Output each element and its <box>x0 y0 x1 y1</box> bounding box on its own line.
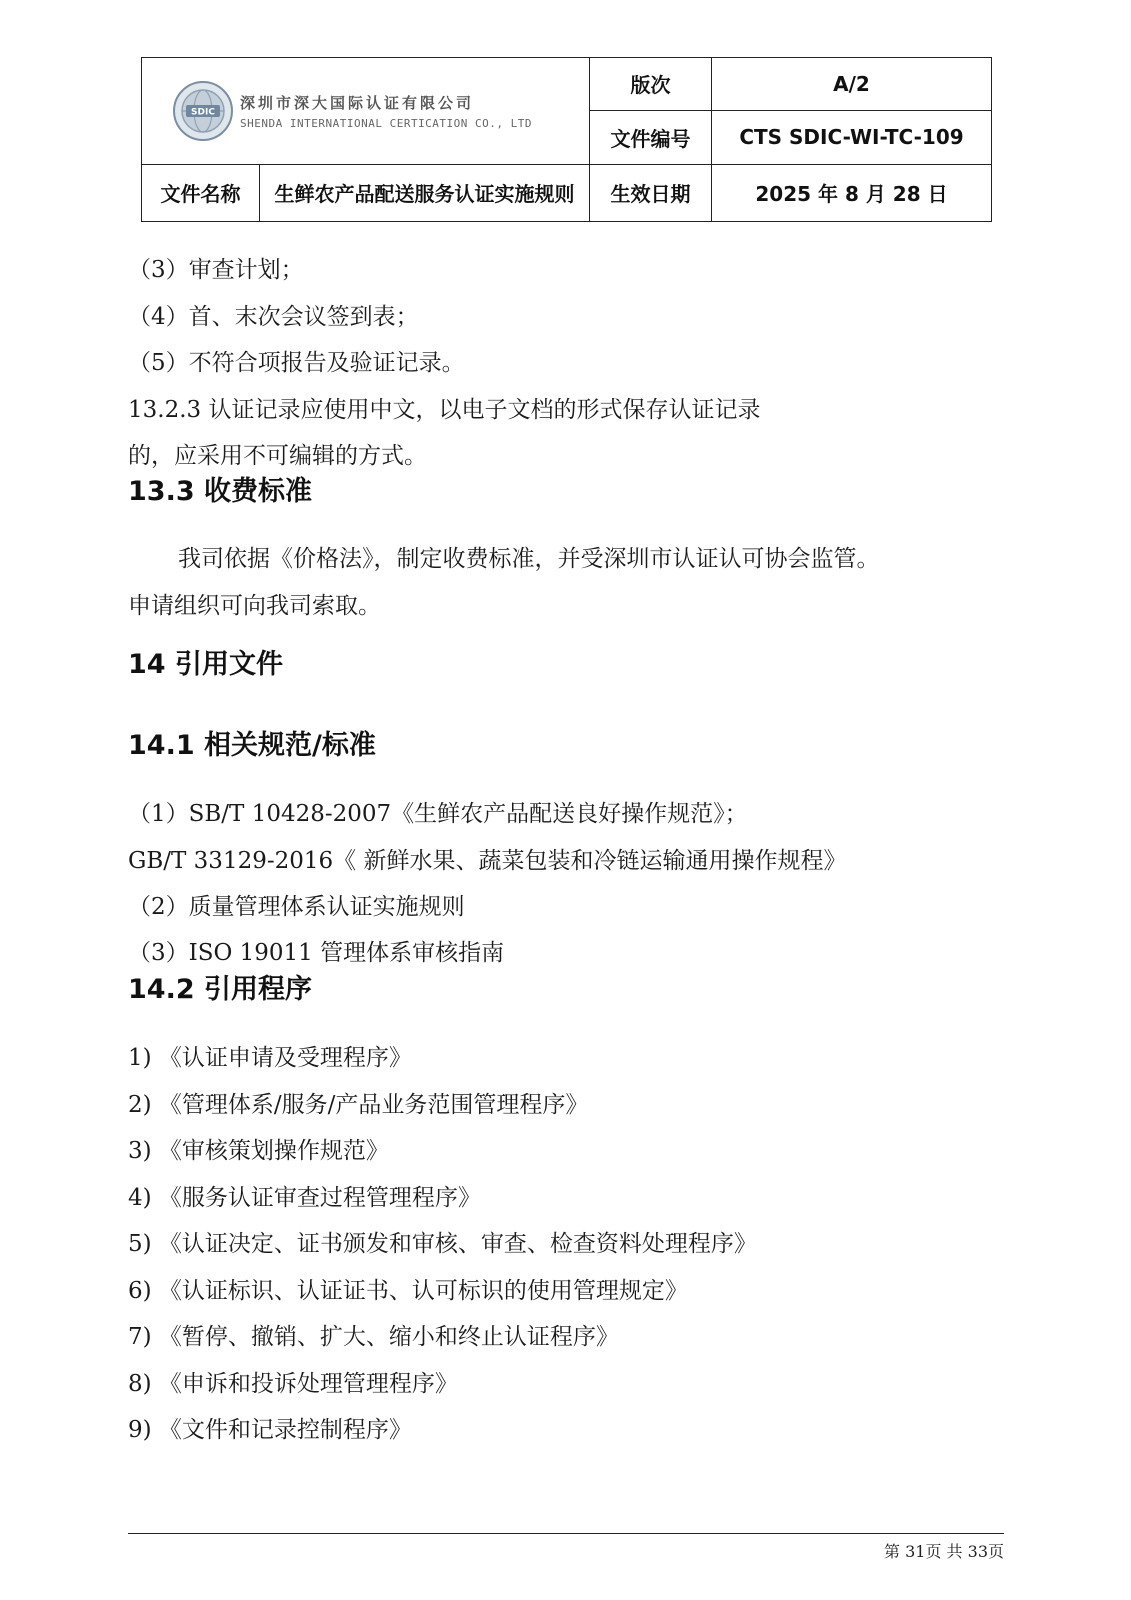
company-logo-cell <box>142 58 590 165</box>
procedure-item: 3) 《审核策划操作规范》 <box>128 1138 389 1164</box>
doc-number-label: 文件编号 <box>590 110 712 164</box>
fee-paragraph-line: 申请组织可向我司索取。 <box>128 593 381 619</box>
standard-item: （1）SB/T 10428-2007《生鲜农产品配送良好操作规范》； <box>128 801 748 827</box>
doc-number-value: CTS SDIC-WI-TC-109 <box>712 110 992 164</box>
section-heading-14: 14 引用文件 <box>128 649 283 680</box>
effective-date-label: 生效日期 <box>590 164 712 221</box>
fee-paragraph-line: 我司依据《价格法》，制定收费标准，并受深圳市认证认可协会监管。 <box>178 546 880 572</box>
procedure-item: 4) 《服务认证审查过程管理程序》 <box>128 1185 481 1211</box>
page-number: 第 31页 共 33页 <box>884 1542 1004 1561</box>
svg-text:SDIC: SDIC <box>191 107 215 118</box>
company-name-en: SHENDA INTERNATIONAL CERTICATION CO., LTD <box>240 116 533 130</box>
document-header-table <box>141 57 992 222</box>
standard-item: （3）ISO 19011 管理体系审核指南 <box>128 940 505 966</box>
company-name-cn: 深圳市深大国际认证有限公司 <box>240 93 475 112</box>
procedure-item: 7) 《暂停、撤销、扩大、缩小和终止认证程序》 <box>128 1324 619 1350</box>
procedure-item: 1) 《认证申请及受理程序》 <box>128 1045 412 1071</box>
company-logo-icon <box>172 80 234 142</box>
section-heading-14-1: 14.1 相关规范/标准 <box>128 730 376 761</box>
version-label: 版次 <box>590 58 712 111</box>
standard-item: （2）质量管理体系认证实施规则 <box>128 894 465 920</box>
clause-13-2-3-line: 的，应采用不可编辑的方式。 <box>128 443 427 469</box>
section-heading-14-2: 14.2 引用程序 <box>128 974 313 1005</box>
record-item: （5）不符合项报告及验证记录。 <box>128 350 465 376</box>
record-item: （4）首、末次会议签到表； <box>128 304 419 330</box>
doc-name-value: 生鲜农产品配送服务认证实施规则 <box>260 164 590 221</box>
procedure-item: 6) 《认证标识、认证证书、认可标识的使用管理规定》 <box>128 1278 688 1304</box>
record-item: （3）审查计划； <box>128 257 304 283</box>
footer-divider <box>128 1533 1004 1534</box>
procedure-item: 5) 《认证决定、证书颁发和审核、审查、检查资料处理程序》 <box>128 1231 757 1257</box>
procedure-item: 9) 《文件和记录控制程序》 <box>128 1417 412 1443</box>
standard-item: GB/T 33129-2016《 新鲜水果、蔬菜包装和冷链运输通用操作规程》 <box>128 848 847 874</box>
procedure-item: 2) 《管理体系/服务/产品业务范围管理程序》 <box>128 1092 589 1118</box>
doc-name-label: 文件名称 <box>142 164 260 221</box>
section-heading-13-3: 13.3 收费标准 <box>128 476 313 507</box>
procedure-item: 8) 《申诉和投诉处理管理程序》 <box>128 1371 458 1397</box>
effective-date-value: 2025 年 8 月 28 日 <box>712 164 992 221</box>
version-value: A/2 <box>712 58 992 111</box>
clause-13-2-3-line: 13.2.3 认证记录应使用中文，以电子文档的形式保存认证记录 <box>128 397 761 423</box>
